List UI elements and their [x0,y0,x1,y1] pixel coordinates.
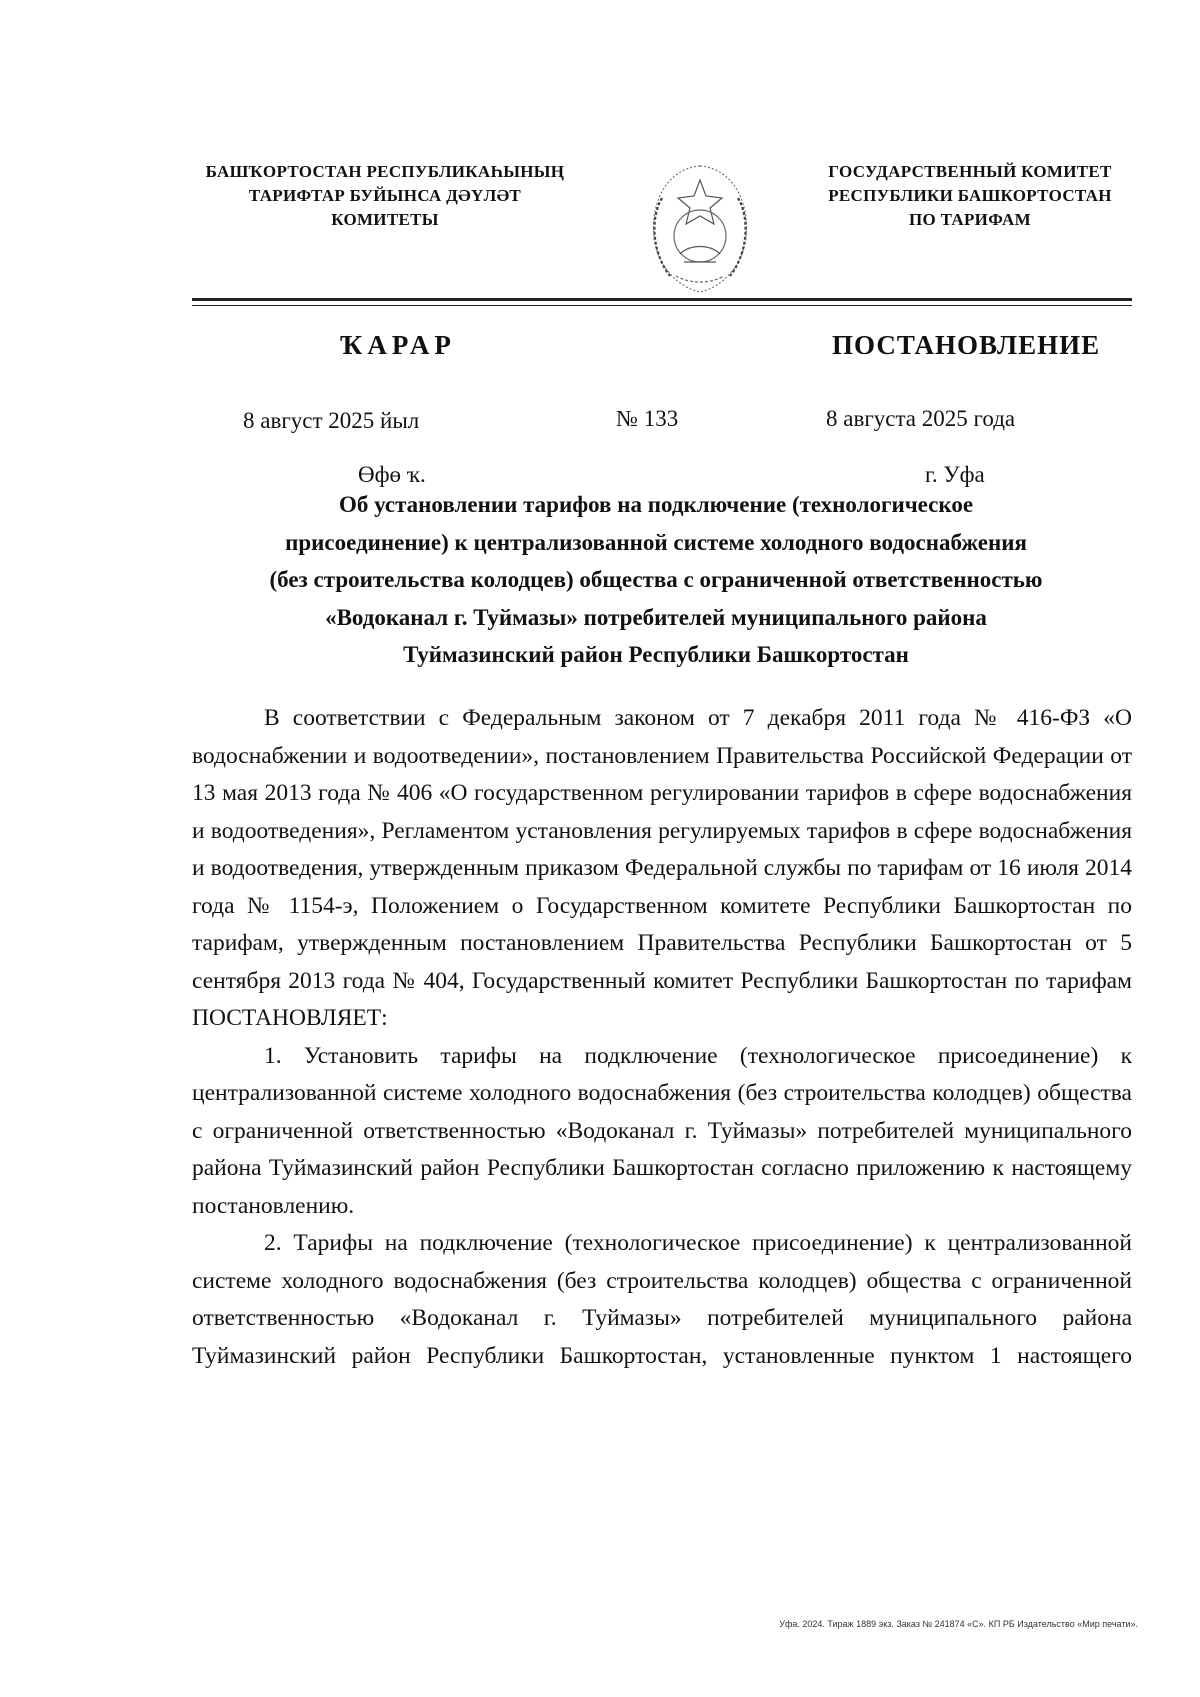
document-type-russian: ПОСТАНОВЛЕНИЕ [832,330,1101,360]
print-imprint: Уфа. 2024. Тираж 1889 экз. Заказ № 241874 «С». КП РБ Издательство «Мир печати». [779,1619,1138,1629]
issuer-name-bashkir [160,160,610,232]
header-divider-thick [192,298,1132,301]
header-divider-thin [192,305,1132,306]
date-bashkir: 8 август 2025 йыл [243,408,420,433]
date-russian: 8 августа 2025 года [826,406,1016,431]
title-line: (без строительства колодцев) общества с ограниченной ответственностью [269,567,1043,592]
issuer-name-russian [780,160,1160,232]
preamble-paragraph: В соответствии с Федеральным законом от 7 декабря 2011 года № 416-ФЗ «О водоснабжении и водоотведении», постановлением Правительства Российской Федерации от 13 мая 2013 года № 406 «О государственном регулировании тарифов в сфере водоснабжения и водоотведения», Регламентом установления регулируемых тарифов в сфере водоснабжения и водоотведения, утвержденным приказом Федеральной службы по тарифам от 16 июля 2014 года № 1154-э, Положением о Государственном комитете Республики Башкортостан по тарифам, утвержденным постановлением Правительства Республики Башкортостан от 5 сентября 2013 года № 404, Государственный комитет Республики Башкортостан по тарифам ПОСТАНОВЛЯЕТ: [192,705,1132,1031]
coat-of-arms-icon [640,158,760,298]
title-line: присоединение) к централизованной системе холодного водоснабжения [285,529,1027,555]
title-line: «Водоканал г. Туймазы» потребителей муниципального района [325,604,987,630]
issuer-bash-line: КОМИТЕТЫ [331,210,439,229]
issuer-bash-line: ТАРИФТАР БУЙЫНСА ДӘҮЛӘТ [248,186,522,205]
title-line: Об установлении тарифов на подключение (технологическое [338,492,974,517]
issuer-ru-line: ГОСУДАРСТВЕННЫЙ КОМИТЕТ [828,162,1112,181]
document-type-bashkir: ҠАРАР [340,330,456,360]
issuer-bash-line: БАШҠОРТОСТАН РЕСПУБЛИКАҺЫНЫҢ [205,162,565,181]
city-bashkir: Өфө ҡ. [358,462,426,487]
document-title [180,486,1132,674]
title-line: Туймазинский район Республики Башкортостан [403,642,909,667]
document-body [192,700,1132,1375]
clause-2-paragraph: 2. Тарифы на подключение (технологическое присоединение) к централизованной системе холодного водоснабжения (без строительства колодцев) общества с ограниченной ответственностью «Водоканал г. Туймазы» потребителей муниципального района Туймазинский район Республики Башкортостан, установленные пунктом 1 настоящего [192,1230,1132,1369]
city-russian: г. Уфа [925,462,985,487]
clause-1-paragraph: 1. Установить тарифы на подключение (технологическое присоединение) к централизованной системе холодного водоснабжения (без строительства колодцев) общества с ограниченной ответственностью «Водоканал г. Туймазы» потребителей муниципального района Туймазинский район Республики Башкортостан согласно приложению к настоящему постановлению. [192,1042,1132,1219]
document-number: № 133 [616,406,679,431]
issuer-ru-line: ПО ТАРИФАМ [909,210,1031,229]
issuer-ru-line: РЕСПУБЛИКИ БАШКОРТОСТАН [828,186,1112,205]
